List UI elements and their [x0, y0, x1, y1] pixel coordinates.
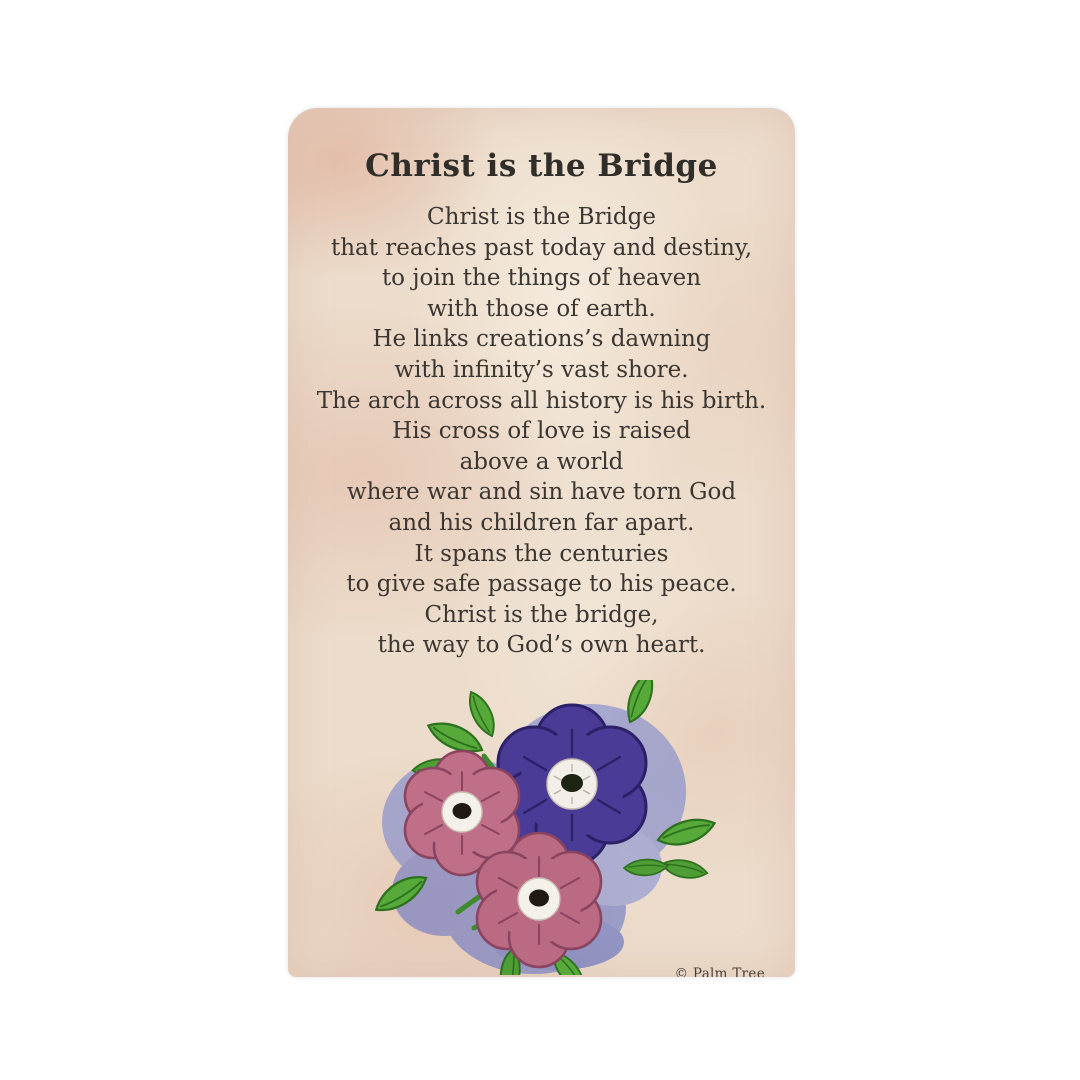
poem-line: with those of earth. — [427, 295, 656, 322]
poem-line: The arch across all history is his birth. — [316, 387, 767, 414]
poem-line: It spans the centuries — [414, 540, 669, 567]
poem-line: with infinity’s vast shore. — [394, 356, 689, 383]
pink-flower-bottom — [477, 833, 601, 967]
poem-line: to join the things of heaven — [381, 265, 702, 292]
poem-line: the way to God’s own heart. — [377, 632, 706, 659]
poem-line: above a world — [459, 448, 624, 475]
poem-text — [288, 202, 795, 661]
flower-bouquet-icon — [362, 680, 742, 975]
poem-line: He links creations’s dawning — [372, 326, 711, 353]
poem-line: that reaches past today and destiny, — [330, 234, 753, 261]
poem-line: His cross of love is raised — [392, 418, 691, 445]
copyright-text: © Palm Tree — [674, 966, 765, 977]
poem-line: and his children far apart. — [388, 509, 695, 536]
poem-line: Christ is the bridge, — [424, 601, 659, 628]
poem-line: to give safe passage to his peace. — [346, 571, 737, 598]
prayer-card — [288, 108, 795, 977]
card-title: Christ is the Bridge — [365, 148, 718, 184]
poem-line: Christ is the Bridge — [427, 204, 656, 230]
poem-line: where war and sin have torn God — [346, 479, 737, 506]
